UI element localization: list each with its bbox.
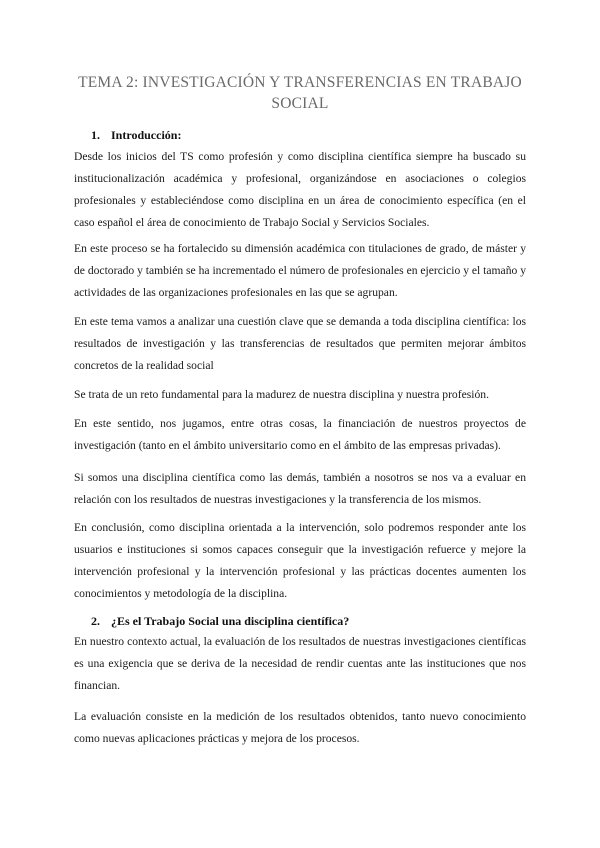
document-title: TEMA 2: INVESTIGACIÓN Y TRANSFERENCIAS EN TRABAJO SOCIAL (78, 74, 522, 112)
paragraph: Se trata de un reto fundamental para la madurez de nuestra disciplina y nuestra profesión. (74, 388, 489, 401)
section-heading-introduccion (91, 128, 181, 143)
section-number: 2. (91, 614, 100, 628)
section-heading-text: Introducción: (111, 128, 182, 142)
paragraph: Si somos una disciplina científica como las demás, también a nosotros se nos va a evaluar en relación con los resultados de nuestras investigaciones y la transferencia de los mismos. (74, 471, 526, 506)
section-number: 1. (91, 128, 100, 142)
paragraph: En conclusión, como disciplina orientada a la intervención, solo podremos responder ante los usuarios e instituciones si somos capaces conseguir que la investigación refuerce y mejore la intervención profesional y la intervención profesional y las prácticas docentes aumenten los conocimientos y metodología de la disciplina. (74, 521, 526, 600)
paragraph: En nuestro contexto actual, la evaluación de los resultados de nuestras investigaciones científicas es una exigencia que se deriva de la necesidad de rendir cuentas ante las instituciones que nos financian. (74, 635, 526, 692)
section-heading-disciplina-cientifica (91, 614, 349, 629)
paragraph: La evaluación consiste en la medición de los resultados obtenidos, tanto nuevo conocimiento como nuevas aplicaciones prácticas y mejora de los procesos. (74, 710, 526, 745)
paragraph: En este tema vamos a analizar una cuestión clave que se demanda a toda disciplina científica: los resultados de investigación y las transferencias de resultados que permiten mejorar ámbitos concretos de la realidad social (74, 315, 526, 372)
paragraph: Desde los inicios del TS como profesión y como disciplina científica siempre ha buscado su institucionalización académica y profesional, organizándose en asociaciones o colegios profesionales y estableciéndose como disciplina en un área de conocimiento específica (en el caso español el área de conocimiento de Trabajo Social y Servicios Sociales. (74, 150, 526, 229)
paragraph: En este proceso se ha fortalecido su dimensión académica con titulaciones de grado, de máster y de doctorado y también se ha incrementado el número de profesionales en ejercicio y el tamaño y actividades de las organizaciones profesionales en las que se agrupan. (74, 242, 526, 299)
section-heading-text: ¿Es el Trabajo Social una disciplina científica? (111, 614, 350, 628)
paragraph: En este sentido, nos jugamos, entre otras cosas, la financiación de nuestros proyectos de investigación (tanto en el ámbito universitario como en el ámbito de las empresas privadas). (74, 417, 526, 452)
